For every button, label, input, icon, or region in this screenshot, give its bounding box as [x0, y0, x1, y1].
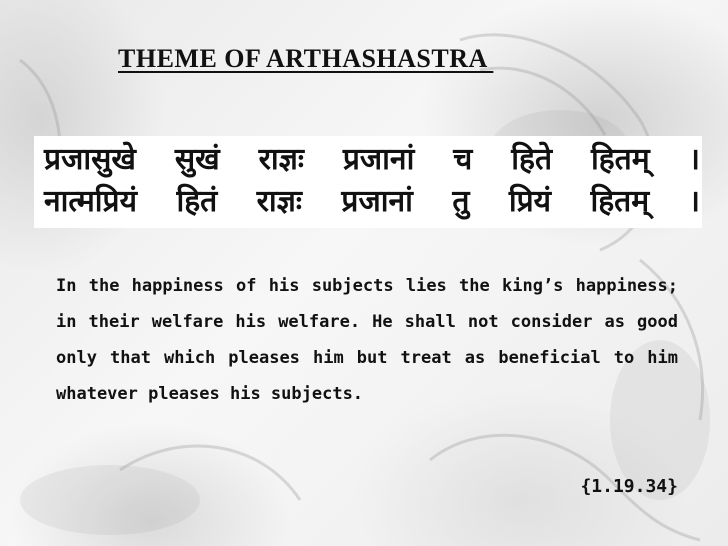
slide-title: THEME OF ARTHASHASTRA: [118, 44, 494, 73]
sanskrit-verse-box: [34, 136, 702, 228]
english-translation: In the happiness of his subjects lies the king’s happiness; in their welfare his welfare. He shall not consider as good only that which pleases him but treat as beneficial to him whatever pleases his subjects.: [56, 276, 678, 404]
sanskrit-verse-line-1: प्रजासुखे सुखं राज्ञः प्रजानां च हिते हितम् ।: [44, 142, 700, 177]
verse-reference: {1.19.34}: [580, 476, 678, 497]
sanskrit-verse-line-2: नात्मप्रियं हितं राज्ञः प्रजानां तु प्रियं हितम् ।: [44, 184, 700, 219]
